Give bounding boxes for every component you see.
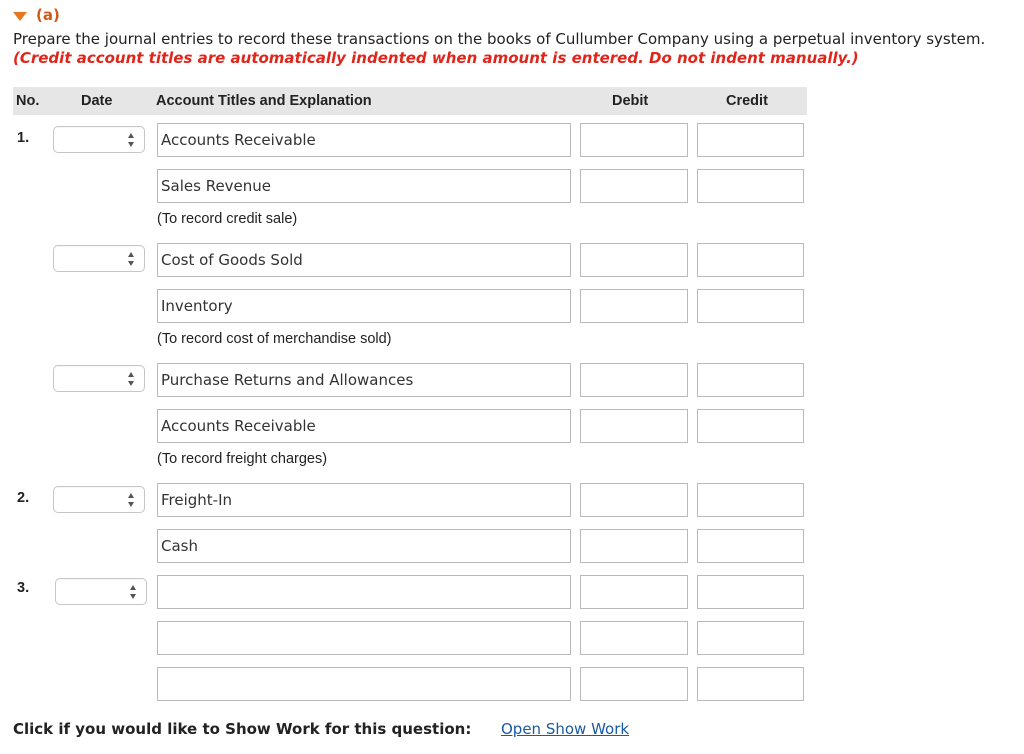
credit-input[interactable] xyxy=(697,169,804,203)
account-title-input[interactable]: Inventory xyxy=(157,289,571,323)
date-select[interactable] xyxy=(53,365,145,392)
date-select[interactable] xyxy=(55,578,147,605)
show-work-prompt: Click if you would like to Show Work for this question: xyxy=(13,720,472,738)
account-title-input[interactable]: Freight-In xyxy=(157,483,571,517)
account-title-input[interactable]: Cash xyxy=(157,529,571,563)
select-arrows-icon xyxy=(130,585,137,599)
account-title-input[interactable]: Purchase Returns and Allowances xyxy=(157,363,571,397)
entry-explanation: (To record cost of merchandise sold) xyxy=(157,331,392,347)
debit-input[interactable] xyxy=(580,529,688,563)
section-label: (a) xyxy=(36,6,60,24)
entry-number: 2. xyxy=(17,490,30,506)
entry-explanation: (To record credit sale) xyxy=(157,211,298,227)
account-title-input[interactable]: Accounts Receivable xyxy=(157,409,571,443)
account-title-input[interactable]: Sales Revenue xyxy=(157,169,571,203)
credit-input[interactable] xyxy=(697,243,804,277)
credit-input[interactable] xyxy=(697,409,804,443)
open-show-work-link[interactable]: Open Show Work xyxy=(501,720,630,738)
debit-input[interactable] xyxy=(580,667,688,701)
debit-input[interactable] xyxy=(580,243,688,277)
section-header[interactable] xyxy=(13,5,60,25)
credit-input[interactable] xyxy=(697,529,804,563)
select-arrows-icon xyxy=(128,493,135,507)
credit-input[interactable] xyxy=(697,575,804,609)
header-date: Date xyxy=(81,93,113,109)
account-title-input[interactable] xyxy=(157,575,571,609)
date-select[interactable] xyxy=(53,245,145,272)
entry-explanation: (To record freight charges) xyxy=(157,451,328,467)
table-header xyxy=(13,87,807,115)
header-account: Account Titles and Explanation xyxy=(156,93,372,109)
debit-input[interactable] xyxy=(580,409,688,443)
header-no: No. xyxy=(16,93,40,109)
debit-input[interactable] xyxy=(580,621,688,655)
instructions-text: Prepare the journal entries to record these transactions on the books of Cullumber Company using a perpetual inventory system. xyxy=(13,30,986,48)
header-credit: Credit xyxy=(726,93,768,109)
credit-input[interactable] xyxy=(697,289,804,323)
select-arrows-icon xyxy=(128,372,135,386)
select-arrows-icon xyxy=(128,133,135,147)
header-debit: Debit xyxy=(612,93,649,109)
debit-input[interactable] xyxy=(580,123,688,157)
credit-input[interactable] xyxy=(697,123,804,157)
debit-input[interactable] xyxy=(580,363,688,397)
select-arrows-icon xyxy=(128,252,135,266)
entry-number: 1. xyxy=(17,130,30,146)
credit-input[interactable] xyxy=(697,363,804,397)
account-title-input[interactable]: Accounts Receivable xyxy=(157,123,571,157)
account-title-input[interactable] xyxy=(157,621,571,655)
account-title-input[interactable]: Cost of Goods Sold xyxy=(157,243,571,277)
date-select[interactable] xyxy=(53,486,145,513)
credit-input[interactable] xyxy=(697,667,804,701)
instructions-note: (Credit account titles are automatically indented when amount is entered. Do not indent manually.) xyxy=(13,49,859,67)
account-title-input[interactable] xyxy=(157,667,571,701)
debit-input[interactable] xyxy=(580,289,688,323)
debit-input[interactable] xyxy=(580,483,688,517)
debit-input[interactable] xyxy=(580,169,688,203)
credit-input[interactable] xyxy=(697,483,804,517)
entry-number: 3. xyxy=(17,580,30,596)
debit-input[interactable] xyxy=(580,575,688,609)
date-select[interactable] xyxy=(53,126,145,153)
collapse-triangle-icon[interactable] xyxy=(13,12,27,21)
credit-input[interactable] xyxy=(697,621,804,655)
